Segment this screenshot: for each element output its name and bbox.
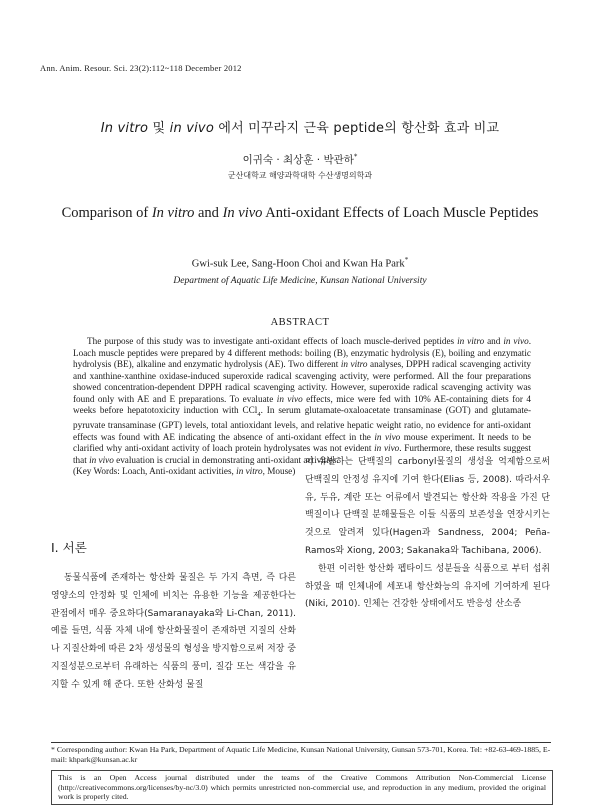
english-title-part: In vitro	[151, 205, 195, 221]
korean-title-part: In vitro	[100, 121, 149, 136]
abstract-text: . In serum glutamate-oxaloacetate transaminase (GOT) and glutamate-pyruvate transaminase (GPT) levels, total antioxidant levels, and relative hepatic weight ratio, no evidence for anti-oxidant effects was found with AE indicating the absence of anti-oxidant effect in the	[73, 405, 532, 442]
abstract-italic: in vivo	[503, 336, 529, 346]
abstract-italic: in vitro	[457, 336, 485, 346]
korean-title-part: 및	[148, 121, 170, 136]
left-column	[51, 570, 296, 695]
english-title-part: and	[194, 205, 223, 221]
korean-authors	[0, 152, 600, 167]
keywords-text: (Key Words: Loach, Anti-oxidant activities,	[73, 466, 237, 477]
corresponding-author-footnote: * Corresponding author: Kwan Ha Park, Department of Aquatic Life Medicine, Kunsan National University, Gunsan 573-701, Korea. Tel: +82-63-469-1885, E-mail: khpark@kunsan.ac.kr	[51, 745, 551, 764]
corresponding-mark: *	[353, 152, 358, 161]
english-title-part: In vivo	[222, 205, 263, 221]
korean-title	[0, 117, 600, 136]
abstract-text: evaluation is crucial in demonstrating anti-oxidant activities.	[113, 454, 339, 465]
right-column	[305, 454, 550, 614]
english-authors	[0, 256, 600, 270]
intro-paragraph-right-2: 한편 이러한 항산화 펩타이드 성분들을 식품으로 부터 섭취하였을 때 인체내에 세포내 항산화능의 유지에 기여하게 된다(Niki, 2010). 인체는 건강한 상태에서도 반응성 산소종	[305, 563, 550, 610]
abstract-heading: ABSTRACT	[270, 317, 330, 328]
korean-author-names: 이귀숙 · 최상훈 · 박관하	[242, 154, 354, 166]
abstract-text: . Furthermore, these results suggest that	[73, 443, 531, 465]
abstract-italic: in vivo	[374, 431, 401, 442]
abstract-paragraph	[73, 336, 531, 466]
intro-paragraph-left: 동물식품에 존재하는 항산화 물질은 두 가지 측면, 즉 다른 영양소의 안정화 및 인체에 비치는 유용한 기능을 제공한다는 관점에서 매우 중요하다(Samaranayaka와 Li-Chan, 2011). 예를 들면, 식품 자체 내에 항산화물질이 존재하면 지질의 산화나 지질산화에 따른 2차 생성물의 형성을 방지함으로써 저장 중 지질성분으로부터 유래하는 식품의 풍미, 질감 또는 색감을 유지할 수 있게 해 준다. 또한 산화성 물질	[51, 573, 296, 690]
abstract-text: and	[484, 336, 504, 346]
abstract-text: mouse experiment. It needs to be clarified why anti-oxidant activity of loach protein hydrolysates was not evident	[73, 431, 532, 454]
keywords-italic: in vitro	[236, 466, 263, 477]
journal-citation: Ann. Anim. Resour. Sci. 23(2):112~118 December 2012	[40, 63, 242, 73]
abstract-text: . Loach muscle peptides were prepared by 4 different methods: boiling (B), enzymatic hydrolysis (E), boiling and enzymatic hydrolysis (BE), alkaline and enzymatic hydrolysis (AE). Two different	[73, 336, 531, 369]
section-heading-introduction: I. 서론	[51, 540, 87, 555]
korean-title-part: 에서 미꾸라지 근육 peptide의 항산화 효과 비교	[213, 121, 500, 136]
english-author-names: Gwi-suk Lee, Sang-Hoon Choi and Kwan Ha Park	[191, 258, 405, 270]
korean-affiliation: 군산대학교 해양과학대학 수산생명의학과	[227, 171, 373, 180]
english-title-part: Anti-oxidant Effects of Loach Muscle Peptides	[262, 205, 539, 221]
abstract-italic: in vitro	[340, 359, 368, 369]
footnote-divider	[51, 742, 551, 743]
abstract-subscript: 4	[257, 410, 261, 418]
keywords-text: , Mouse)	[262, 466, 296, 477]
abstract-italic: in vivo	[89, 454, 114, 465]
license-notice: This is an Open Access journal distributed under the teams of the Creative Commons Attribution Non-Commercial License (http://creativecommons.org/licenses/by-nc/3.0) which permits unrestricted non-commercial use, and reproduction in any medium, provided the original work is properly cited.	[51, 770, 553, 805]
corresponding-mark: *	[404, 256, 409, 264]
intro-paragraph-right-1: 이 유발하는 단백질의 carbonyl물질의 생성을 억제함으로써 단백질의 안정성 유지에 기여 한다(Elias 등, 2008). 따라서우유, 두유, 계란 또는 어류에서 발견되는 항산화 작용을 가진 단백질이나 단백질 분해물들은 이들 식품의 보존성을 연장시키는 것으로 알려져 있다(Hagen과 Sandness, 2004; Peña-Ramos와 Xiong, 2003; Sakanaka와 Tachibana, 2006).	[305, 457, 550, 556]
english-affiliation: Department of Aquatic Life Medicine, Kunsan National University	[173, 276, 427, 286]
abstract-text: effects, mice were fed with 10% AE-containing diets for 4 weeks before hepatotoxicity induction with CCl	[73, 393, 531, 415]
english-title	[50, 204, 550, 223]
korean-title-part: in vivo	[169, 121, 214, 136]
abstract-italic: in vivo	[276, 393, 303, 404]
abstract-text: analyses, DPPH radical scavenging activity and xanthine-xanthine oxidase-induced superoxide radical scavenging activity, were performed. All the four preparations showed concentration-dependent DPPH radical scavenging activity. However, superoxide radical scavenging activity was found only with AE and E preparations. To evaluate	[73, 359, 531, 404]
abstract-italic: in vivo	[374, 443, 400, 454]
abstract-text: The purpose of this study was to investigate anti-oxidant effects of loach muscle-derived peptides	[87, 336, 458, 346]
english-title-part: Comparison of	[61, 205, 152, 221]
